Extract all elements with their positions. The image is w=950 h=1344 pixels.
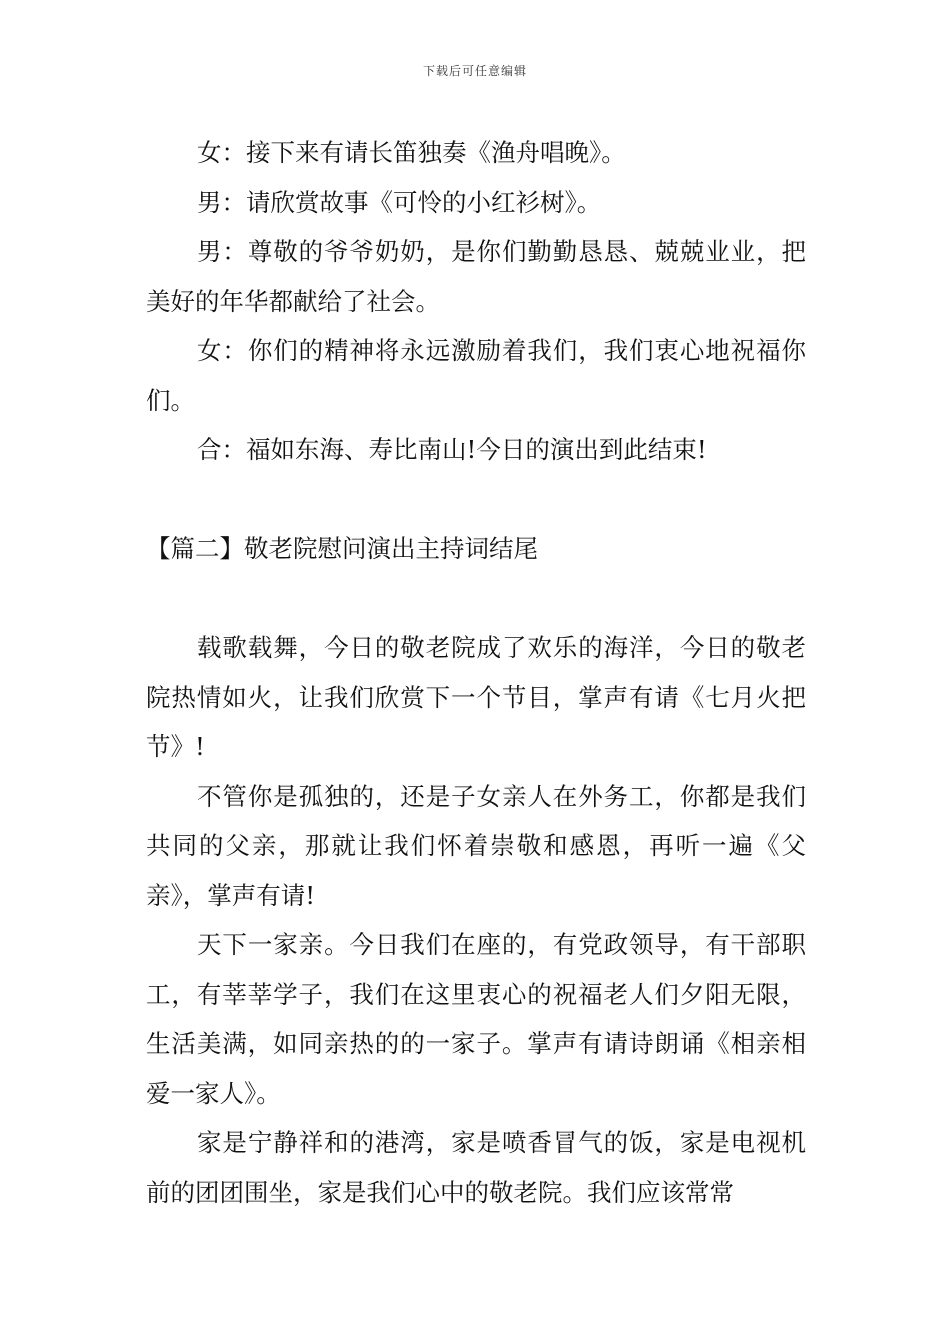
paragraph: 不管你是孤独的，还是子女亲人在外务工，你都是我们共同的父亲，那就让我们怀着崇敬和感恩，再听一遍《父亲》，掌声有请! [146,781,806,910]
paragraph: 合：福如东海、寿比南山!今日的演出到此结束! [197,435,707,464]
paragraph: 女：你们的精神将永远激励着我们，我们衷心地祝福你们。 [146,336,806,415]
section-title: 【篇二】敬老院慰问演出主持词结尾 [146,533,538,563]
paragraph: 男：尊敬的爷爷奶奶，是你们勤勤恳恳、兢兢业业，把美好的年华都献给了社会。 [146,237,806,316]
page-header: 下载后可任意编辑 [422,64,527,78]
document-body [146,128,806,1217]
paragraph: 女：接下来有请长笛独奏《渔舟唱晚》。 [197,138,626,167]
paragraph: 男：请欣赏故事《可怜的小红衫树》。 [197,187,602,217]
paragraph: 天下一家亲。今日我们在座的，有党政领导，有干部职工，有莘莘学子，我们在这里衷心的祝福老人们夕阳无限，生活美满，如同亲热的的一家子。掌声有请诗朗诵《相亲相爱一家人》。 [146,930,806,1108]
paragraph: 家是宁静祥和的港湾，家是喷香冒气的饭，家是电视机前的团团围坐，家是我们心中的敬老院。我们应该常常 [146,1128,806,1207]
paragraph: 载歌载舞，今日的敬老院成了欢乐的海洋，今日的敬老院热情如火，让我们欣赏下一个节目，掌声有请《七月火把节》! [146,633,806,761]
